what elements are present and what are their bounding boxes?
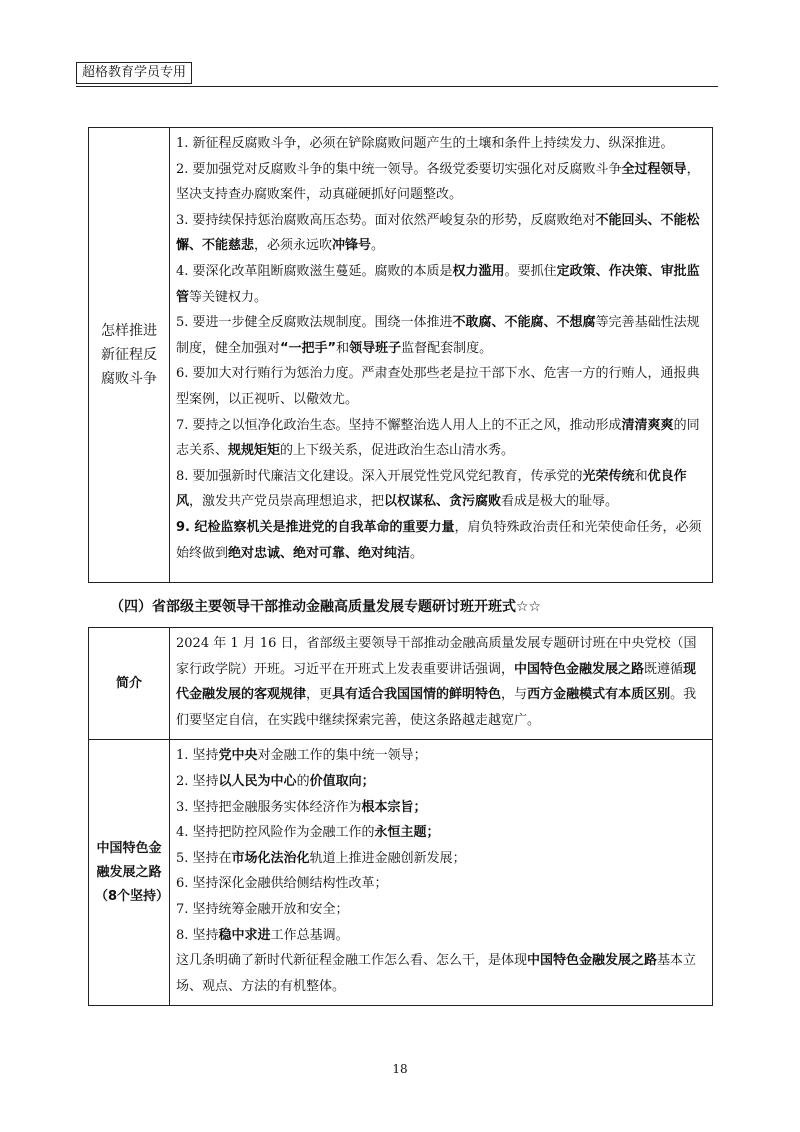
key-phrase: 具有适合我国国情的鲜明特色	[332, 687, 502, 703]
header-divider	[76, 86, 718, 87]
text-run: 2024 年 1 月 16 日，省部级主要领导干部推动金融高质量发展专题研讨班在中央党校（国家行政学院）开班。习近平在开班式上发表重要讲话强调，	[176, 636, 697, 677]
key-phrase: 清清爽爽	[621, 417, 674, 433]
list-item	[176, 131, 706, 157]
text-run: 这几条明确了新时代新征程金融工作怎么看、怎么干，是体现	[176, 953, 528, 969]
intro-content	[170, 628, 713, 740]
key-phrase: 全过程领导	[621, 161, 687, 177]
header-tag: 超格教育学员专用	[76, 62, 192, 84]
text-run: 4. 坚持把防控风险作为金融工作的	[176, 825, 375, 841]
text-run: 6. 坚持深化金融供给侧结构性改革；	[176, 876, 388, 892]
text-run: 等关键权力。	[189, 289, 268, 305]
row-label-finance-path: 中国特色金融发展之路（8个坚持）	[89, 740, 170, 1006]
text-run: 6. 要加大对行贿行为惩治力度。严肃查处那些老是拉干部下水、危害一方的行贿人，通报典型案例，以正视听、以儆效尤。	[176, 366, 700, 407]
text-run: ，肩负特殊政治责任和光荣使命任务，必须始终做到	[176, 519, 702, 561]
key-phrase: 以权谋私、贪污腐败	[384, 494, 502, 510]
key-phrase: 不敢腐、不能腐、不想腐	[452, 315, 596, 331]
text-run: ，激发共产党员崇高理想追求，把	[189, 494, 385, 510]
key-phrase: 不能回头、不能松懈、不能慈悲	[176, 212, 700, 254]
list-item	[176, 259, 706, 310]
text-run: ，更	[306, 687, 333, 703]
anti-corruption-table	[88, 127, 713, 583]
key-phrase: 现代金融发展的客观规律	[176, 661, 697, 703]
list-item	[176, 413, 706, 464]
text-run: 看成是极大的耻辱。	[501, 494, 619, 510]
text-run: 监督配套制度。	[401, 340, 493, 356]
key-phrase: 优良作风	[176, 468, 687, 510]
list-item	[176, 769, 706, 795]
key-phrase: 价值取向；	[309, 773, 375, 789]
text-run: 工作总基调。	[270, 927, 349, 943]
row-label-anti-corruption: 怎样推进新征程反腐败斗争	[89, 128, 170, 583]
key-phrase: 冲锋号	[332, 238, 372, 254]
text-run: 的	[296, 773, 310, 789]
text-run: 2. 要加强党对反腐败斗争的集中统一领导。各级党委要切实强化对反腐败斗争	[176, 161, 622, 177]
text-run: ，必须永远吹	[254, 238, 333, 254]
key-phrase: 中国特色金融发展之路	[514, 661, 645, 677]
list-item	[176, 310, 706, 361]
list-item	[176, 515, 706, 566]
text-run: 8. 要加强新时代廉洁文化建设。深入开展党性党风党纪教育，传承党的	[176, 468, 583, 484]
text-run: 。	[410, 545, 424, 561]
key-phrase: 规规矩矩	[228, 443, 281, 459]
key-phrase: 根本宗旨；	[361, 799, 427, 815]
text-run: 。	[371, 238, 385, 254]
text-run: 和	[336, 340, 350, 356]
text-run: 7. 要持之以恒净化政治生态。坚持不懈整治选人用人上的不正之风，推动形成	[176, 417, 622, 433]
key-phrase: “一把手”	[280, 340, 337, 356]
text-run: 和	[634, 468, 648, 484]
list-item	[176, 846, 706, 872]
text-run: ，坚决支持查办腐败案件，动真碰硬抓好问题整改。	[176, 161, 700, 203]
key-phrase: 9. 纪检监察机关是推进党的自我革命的重要力量	[176, 519, 455, 535]
key-phrase: 市场化法治化	[231, 850, 310, 866]
key-phrase: 以人民为中心	[218, 773, 297, 789]
anti-corruption-items	[170, 128, 713, 583]
row-label-intro: 简介	[89, 628, 170, 740]
key-phrase: 党中央	[218, 748, 258, 764]
list-item	[176, 361, 706, 412]
key-phrase: 权力滥用	[452, 263, 505, 279]
text-run: 的同志关系、	[176, 417, 700, 459]
text-run: 。我们要坚定自信，在实践中继续探索完善，使这条路越走越宽广。	[176, 687, 697, 728]
list-item	[176, 464, 706, 515]
text-run: 对金融工作的集中统一领导；	[257, 748, 427, 764]
list-item	[176, 208, 706, 259]
list-item	[176, 923, 706, 949]
intro-paragraph	[176, 631, 706, 733]
key-phrase: 光荣传统	[582, 468, 635, 484]
text-run: 5. 坚持在	[176, 850, 232, 866]
text-run: 4. 要深化改革阻断腐败滋生蔓延。腐败的本质是	[176, 263, 453, 279]
text-run: 1. 坚持	[176, 748, 219, 764]
key-phrase: 中国特色金融发展之路	[527, 953, 658, 969]
text-run: 7. 坚持统筹金融开放和安全；	[176, 901, 349, 917]
text-run: ，与	[501, 687, 528, 703]
finance-table	[88, 627, 713, 1006]
key-phrase: 定政策、作决策、审批监管	[176, 263, 700, 305]
text-run: 既遵循	[644, 661, 684, 677]
text-run: 3. 坚持把金融服务实体经济作为	[176, 799, 362, 815]
summary-paragraph	[176, 948, 706, 999]
text-run: 基本立场、观点、方法的有机整体。	[176, 953, 697, 994]
text-run: 等完善基础性法规制度，健全加强对	[176, 315, 700, 356]
text-run: 的上下级关系，促进政治生态山清水秀。	[280, 443, 515, 459]
key-phrase: 稳中求进	[218, 927, 271, 943]
text-run: 2. 坚持	[176, 773, 219, 789]
text-run: 3. 要持续保持惩治腐败高压态势。面对依然严峻复杂的形势，反腐败绝对	[176, 212, 596, 228]
list-item	[176, 743, 706, 769]
key-phrase: 领导班子	[349, 340, 402, 356]
key-phrase: 西方金融模式有本质区别	[527, 687, 671, 703]
list-item	[176, 897, 706, 923]
page-number: 18	[392, 1062, 408, 1076]
finance-path-items	[170, 740, 713, 1006]
list-item	[176, 157, 706, 208]
list-item	[176, 871, 706, 897]
text-run: 。要抓住	[504, 263, 557, 279]
list-item	[176, 795, 706, 821]
list-item	[176, 820, 706, 846]
text-run: 1. 新征程反腐败斗争，必须在铲除腐败问题产生的土壤和条件上持续发力、纵深推进。	[176, 136, 674, 151]
key-phrase: 绝对忠诚、绝对可靠、绝对纯洁	[228, 545, 411, 561]
section-title: （四）省部级主要领导干部推动金融高质量发展专题研讨班开班式☆☆	[110, 599, 542, 615]
key-phrase: 永恒主题；	[374, 825, 440, 841]
text-run: 轨道上推进金融创新发展；	[309, 850, 466, 866]
text-run: 8. 坚持	[176, 927, 219, 943]
text-run: 5. 要进一步健全反腐败法规制度。围绕一体推进	[176, 315, 453, 331]
